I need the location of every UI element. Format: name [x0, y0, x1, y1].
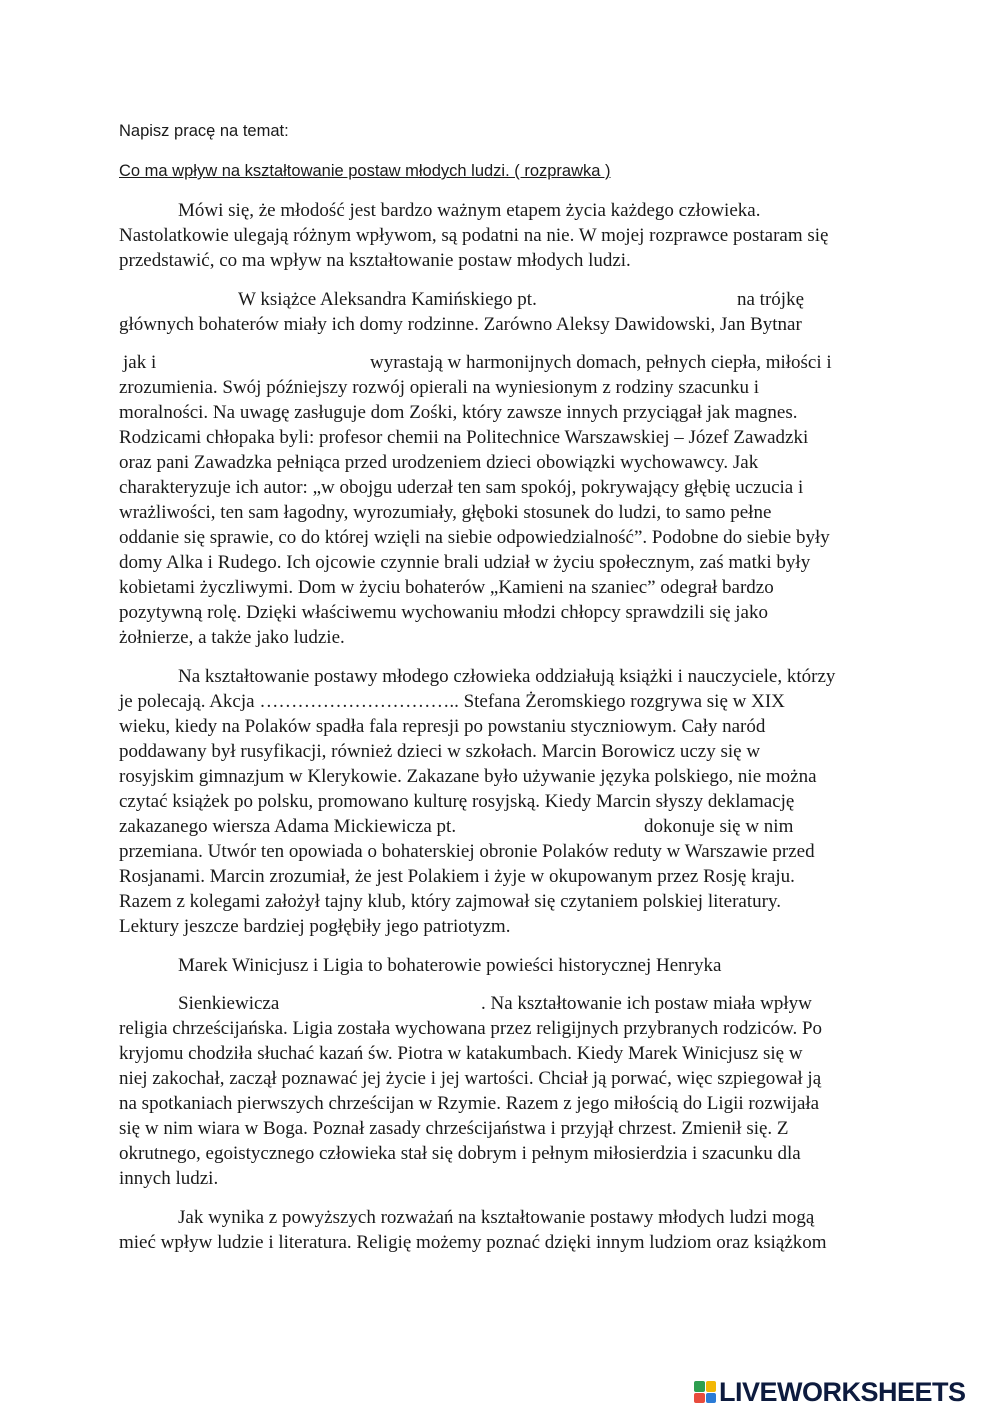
logo-square — [706, 1393, 717, 1404]
text-line: mieć wpływ ludzie i literatura. Religię możemy poznać dzięki innym ludziom oraz książkom — [119, 1232, 827, 1253]
answer-blank-hero-name[interactable] — [168, 347, 364, 373]
text-line: oraz pani Zawadzka pełniąca przed urodzeniem dzieci obowiązki wychowawcy. Jak — [119, 452, 759, 473]
logo-square — [706, 1381, 717, 1392]
text-line: kobietami życzliwymi. Dom w życiu bohaterów „Kamieni na szaniec” odegrał bardzo — [119, 577, 774, 598]
text-line: religia chrześcijańska. Ligia została wychowana przez religijnych przybranych rodziców. Po — [119, 1018, 823, 1039]
text-line: pozytywną rolę. Dzięki właściwemu wychowaniu młodzi chłopcy sprawdzili się jako — [119, 602, 768, 623]
text-line: czytać książek po polsku, promowano kulturę rosyjską. Kiedy Marcin słyszy deklamację — [119, 791, 795, 812]
text-line: wyrastają w harmonijnych domach, pełnych ciepła, miłości i — [370, 352, 832, 373]
answer-blank-book-title[interactable] — [562, 284, 730, 310]
text-line: oddanie się sprawie, co do której wzięli na siebie odpowiedzialność”. Podobne do siebie były — [119, 527, 830, 548]
logo-icon — [694, 1381, 716, 1403]
text-line: Lektury jeszcze bardziej pogłębiły jego patriotyzm. — [119, 916, 511, 937]
text-line: . Na kształtowanie ich postaw miała wpływ — [481, 993, 812, 1014]
text-line: innych ludzi. — [119, 1168, 219, 1189]
text-line: przedstawić, co ma wpływ na kształtowanie postaw młodych ludzi. — [119, 250, 631, 271]
text-line: Sienkiewicza — [178, 993, 280, 1014]
text-line: Rodzicami chłopaka byli: profesor chemii na Politechnice Warszawskiej – Józef Zawadzki — [119, 427, 809, 448]
text-line: kryjomu chodziła słuchać kazań św. Piotra w katakumbach. Kiedy Marek Winicjusz się w — [119, 1043, 803, 1064]
text-line: żołnierze, a także jako ludzie. — [119, 627, 345, 648]
text-line: Rosjanami. Marcin zrozumiał, że jest Polakiem i żyje w okupowanym przez Rosję kraju. — [119, 866, 795, 887]
text-line: je polecają. Akcja ………………………….. Stefana Żeromskiego rozgrywa się w XIX — [119, 691, 785, 712]
text-line: domy Alka i Rudego. Ich ojcowie czynnie brali udział w życiu społecznym, zaś matki były — [119, 552, 811, 573]
text-line: na trójkę — [737, 289, 805, 310]
text-line: Nastolatkowie ulegają różnym wpływom, są podatni na nie. W mojej rozprawce postaram się — [119, 225, 829, 246]
text-line: dokonuje się w nim — [644, 816, 794, 837]
page-heading: Napisz pracę na temat: — [119, 122, 289, 140]
answer-blank-poem-title[interactable] — [478, 811, 638, 837]
text-line: okrutnego, egoistycznego człowieka stał się dobrym i pełnym miłosierdzia i szacunku dla — [119, 1143, 801, 1164]
text-line: zrozumienia. Swój późniejszy rozwój opierali na wyniesionym z rodziny szacunku i — [119, 377, 760, 398]
text-line: Mówi się, że młodość jest bardzo ważnym etapem życia każdego człowieka. — [178, 200, 761, 221]
answer-blank-novel-title[interactable] — [292, 988, 478, 1014]
text-line: Razem z kolegami założył tajny klub, który zajmował się czytaniem polskiej literatury. — [119, 891, 781, 912]
text-line: charakteryzuje ich autor: „w obojgu uderzał ten sam spokój, pokrywający głębię uczucia i — [119, 477, 804, 498]
text-line: rosyjskim gimnazjum w Klerykowie. Zakazane było używanie języka polskiego, nie można — [119, 766, 817, 787]
text-line: moralności. Na uwagę zasługuje dom Zośki, który zawsze innych przyciągał jak magnes. — [119, 402, 798, 423]
text-line: wieku, kiedy na Polaków spadła fala represji po powstaniu styczniowym. Cały naród — [119, 716, 766, 737]
text-line: głównych bohaterów miały ich domy rodzinne. Zarówno Aleksy Dawidowski, Jan Bytnar — [119, 314, 802, 335]
text-line: przemiana. Utwór ten opowiada o bohaterskiej obronie Polaków reduty w Warszawie przed — [119, 841, 815, 862]
text-line: na spotkaniach pierwszych chrześcijan w Rzymie. Razem z jego miłością do Ligii rozwijała — [119, 1093, 820, 1114]
essay-topic: Co ma wpływ na kształtowanie postaw młodych ludzi. ( rozprawka ) — [119, 162, 611, 180]
liveworksheets-logo[interactable] — [694, 1378, 966, 1406]
text-line: W książce Aleksandra Kamińskiego pt. — [238, 289, 537, 310]
logo-square — [694, 1381, 705, 1392]
text-line: wrażliwości, ten sam łagodny, wyrozumiały, głęboki stosunek do ludzi, to samo pełne — [119, 502, 772, 523]
text-line: się w nim wiara w Boga. Poznał zasady chrześcijaństwa i przyjął chrzest. Zmienił się. Z — [119, 1118, 789, 1139]
text-line: zakazanego wiersza Adama Mickiewicza pt. — [119, 816, 457, 837]
text-line: Jak wynika z powyższych rozważań na kształtowanie postawy młodych ludzi mogą — [178, 1207, 815, 1228]
text-line: niej zakochał, zaczął poznawać jej życie i jej wartości. Chciał ją porwać, więc szpiegował ją — [119, 1068, 822, 1089]
text-line: jak i — [123, 352, 157, 373]
logo-square — [694, 1393, 705, 1404]
text-line: Marek Winicjusz i Ligia to bohaterowie powieści historycznej Henryka — [178, 955, 722, 976]
text-line: poddawany był rusyfikacji, również dzieci w szkołach. Marcin Borowicz uczy się w — [119, 741, 761, 762]
logo-text: LIVEWORKSHEETS — [719, 1376, 966, 1407]
text-line: Na kształtowanie postawy młodego człowieka oddziałują książki i nauczyciele, którzy — [178, 666, 836, 687]
